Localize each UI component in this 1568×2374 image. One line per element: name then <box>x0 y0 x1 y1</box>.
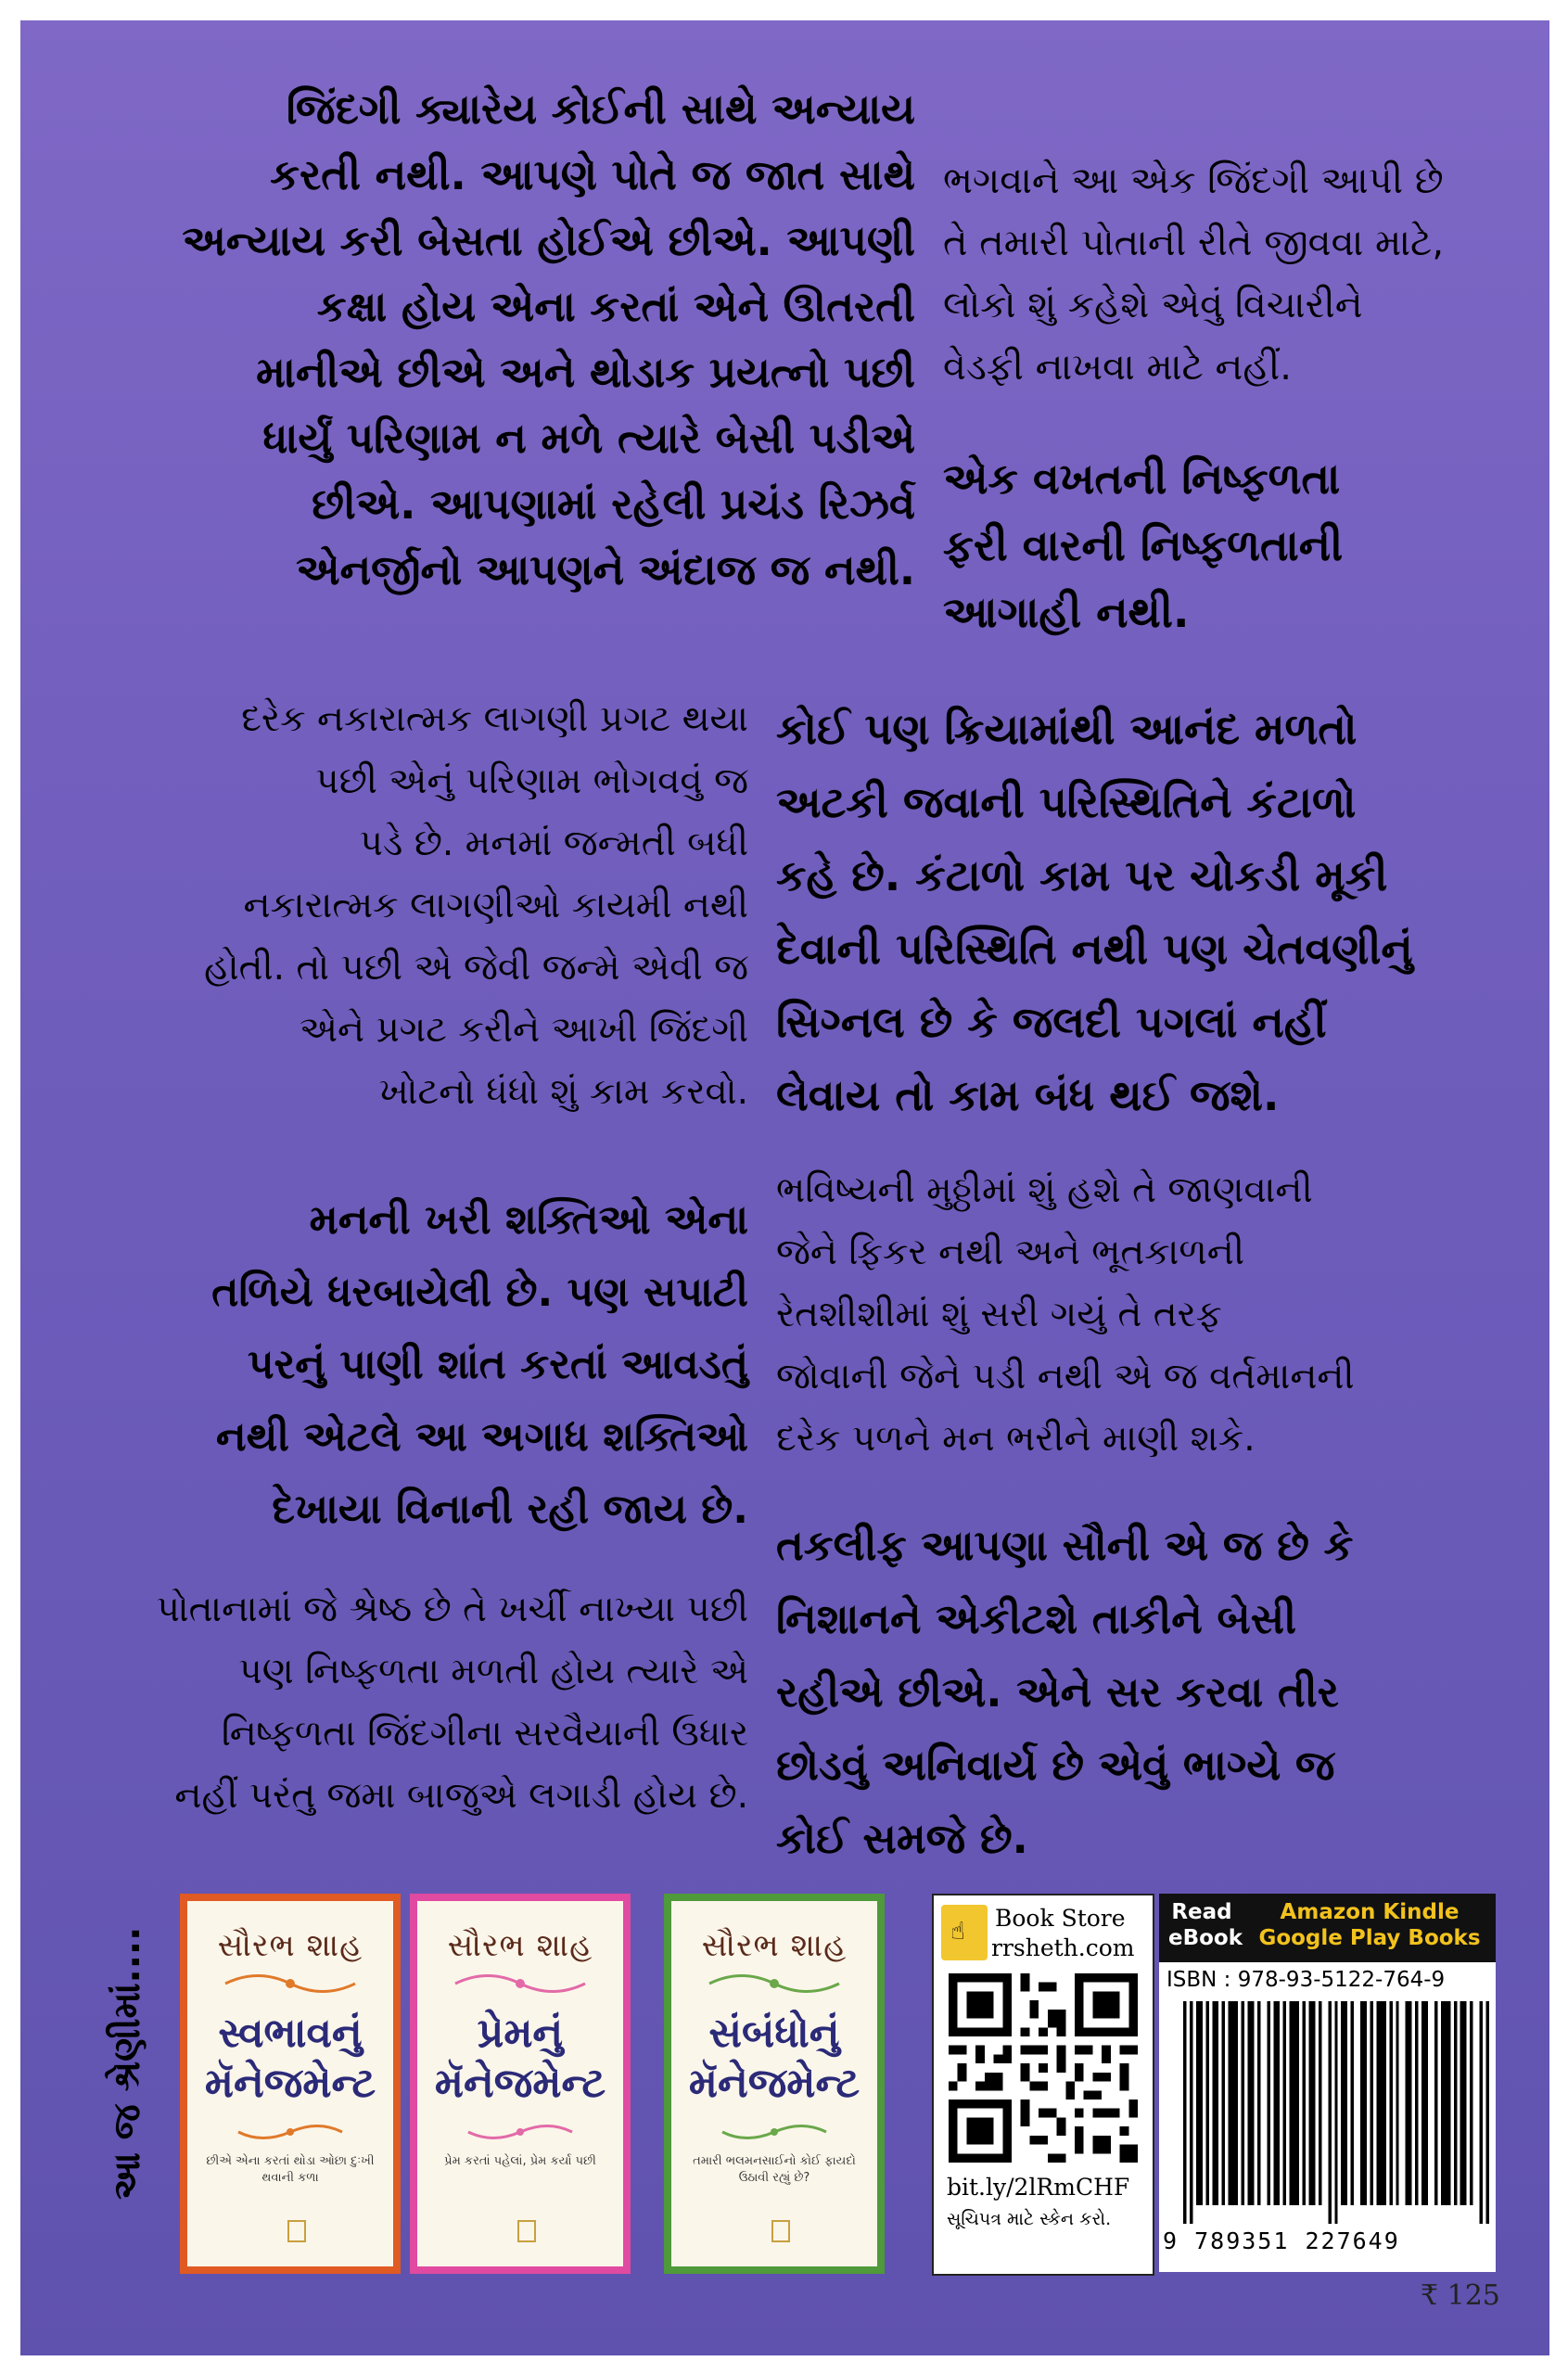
ornament-icon <box>465 2122 576 2142</box>
text-line: નથી એટલે આ અગાધ શક્તિઓ <box>215 1413 748 1461</box>
text-line: કોઈ પણ ક્રિયામાંથી આનંદ મળતો <box>776 704 1358 754</box>
text-line: નહીં પરંતુ જમા બાજુએ લગાડી હોય છે. <box>174 1775 748 1817</box>
text-line: જોવાની જેને પડી નથી એ જ વર્તમાનની <box>776 1356 1355 1398</box>
barcode-panel <box>1159 1962 1496 2272</box>
isbn-label: ISBN : 978-93-5122-764-9 <box>1166 1968 1446 1992</box>
qr-code-icon[interactable] <box>949 1973 1138 2163</box>
read-line-2: eBook <box>1168 1926 1243 1950</box>
ornament-icon <box>719 2122 830 2142</box>
text-line: જિંદગી ક્યારેય કોઈની સાથે અન્યાય <box>286 84 915 134</box>
text-line: દેવાની પરિસ્થિતિ નથી પણ ચેતવણીનું <box>776 924 1413 974</box>
text-line: વેડફી નાખવા માટે નહીં. <box>943 346 1292 389</box>
publisher-qr-panel <box>932 1894 1154 2276</box>
text-line: કક્ષા હોય એના કરતાં એને ઊતરતી <box>316 282 915 331</box>
text-line: કરતી નથી. આપણે પોતે જ જાત સાથે <box>270 150 915 199</box>
book-title-line-1: સ્વભાવનું <box>218 2010 363 2057</box>
store-url[interactable]: rrsheth.com <box>991 1934 1135 1961</box>
text-line: પણ નિષ્ફળતા મળતી હોય ત્યારે એ <box>238 1651 748 1692</box>
text-line: મનની ખરી શક્તિઓ એના <box>309 1196 748 1244</box>
text-line: તળિયે ધરબાયેલી છે. પણ સપાટી <box>211 1269 748 1316</box>
text-line: નિષ્ફળતા જિંદગીના સરવૈયાની ઉધાર <box>221 1713 748 1755</box>
book-title-line-1: સંબંધોનું <box>708 2010 840 2057</box>
book-title <box>187 2009 393 2109</box>
price-label: ₹ 125 <box>1421 2279 1500 2312</box>
book-cover-3 <box>664 1894 885 2274</box>
qr-note: સૂચિપત્ર માટે સ્કેન કરો. <box>947 2209 1112 2229</box>
book-title <box>671 2009 877 2109</box>
text-line: જેને ફિકર નથી અને ભૂતકાળની <box>776 1232 1244 1273</box>
text-line: નકારાત્મક લાગણીઓ કાયમી નથી <box>243 885 748 926</box>
store-name: Book Store <box>995 1905 1126 1932</box>
book-tagline: પ્રેમ કરતાં પહેલાં, પ્રેમ કર્યા પછી <box>444 2154 596 2168</box>
qr-url[interactable]: bit.ly/2lRmCHF <box>947 2174 1130 2201</box>
book-tagline: છીએ એના કરતાં થોડા ઓછા દુઃખી થવાની કળા <box>206 2154 375 2185</box>
ebook-banner <box>1159 1894 1496 1962</box>
book-tagline: તમારી ભલમનસાઈનો કોઈ ફાયદો ઉઠાવી રહ્યું છે? <box>693 2154 856 2185</box>
text-line: દરેક નકારાત્મક લાગણી પ્રગટ થયા <box>241 698 748 740</box>
text-line: લેવાય તો કામ બંધ થઈ જશે. <box>776 1070 1280 1120</box>
ornament-icon <box>451 1972 590 1996</box>
text-line: છીએ. આપણામાં રહેલી પ્રચંડ રિઝર્વ <box>312 479 915 529</box>
book-author: સૌરભ શાહ <box>217 1927 363 1964</box>
hand-logo-icon: ☝ <box>941 1905 988 1960</box>
ornament-icon <box>235 2122 346 2142</box>
text-block-7 <box>776 1159 1536 1470</box>
text-line: ખોટનો ધંધો શું કામ કરવો. <box>378 1071 748 1113</box>
text-line: નિશાનને એકીટશે તાકીને બેસી <box>776 1594 1296 1643</box>
text-line: છોડવું અનિવાર્ય છે એવું ભાગ્યે જ <box>776 1741 1335 1790</box>
book-title-line-2: મૅનેજમેન્ટ <box>204 2060 376 2107</box>
text-line: અન્યાય કરી બેસતા હોઈએ છીએ. આપણી <box>182 216 915 265</box>
text-line: પડે છે. મનમાં જન્મતી બધી <box>359 823 748 864</box>
text-line: પછી એનું પરિણામ ભોગવવું જ <box>315 760 748 802</box>
text-block-8 <box>85 1578 748 1827</box>
ornament-icon <box>705 1972 844 1996</box>
text-line: ભવિષ્યની મુઠ્ઠીમાં શું હશે તે જાણવાની <box>776 1169 1313 1211</box>
text-block-9 <box>776 1509 1536 1875</box>
book-title <box>417 2009 623 2109</box>
text-line: તે તમારી પોતાની રીતે જીવવા માટે, <box>943 222 1445 264</box>
text-line: આગાહી નથી. <box>943 587 1190 637</box>
ornament-icon <box>221 1972 360 1996</box>
text-line: પોતાનામાં જે શ્રેષ્ઠ છે તે ખર્ચી નાખ્યા પછી <box>156 1589 748 1630</box>
text-line: લોકો શું કહેશે એવું વિચારીને <box>943 284 1363 326</box>
text-block-6 <box>108 1184 748 1546</box>
text-line: રહીએ છીએ. એને સર કરવા તીર <box>776 1667 1339 1717</box>
read-ebook-label <box>1168 1899 1243 1951</box>
text-line: માનીએ છીએ અને થોડાક પ્રયત્નો પછી <box>256 348 915 397</box>
text-line: સિગ્નલ છે કે જલદી પગલાં નહીં <box>776 997 1327 1047</box>
text-block-4 <box>108 688 748 1123</box>
text-line: દેખાયા વિનાની રહી જાય છે. <box>272 1486 748 1533</box>
text-line: ફરી વારની નિષ્ફળતાની <box>943 520 1344 570</box>
text-block-3 <box>943 445 1536 645</box>
book-author: સૌરભ શાહ <box>447 1927 593 1964</box>
text-line: એને પ્રગટ કરીને આખી જિંદગી <box>299 1009 748 1051</box>
ebook-store-1: Amazon Kindle <box>1280 1900 1460 1924</box>
book-title-line-2: મૅનેજમેન્ટ <box>434 2060 606 2107</box>
text-line: અટકી જવાની પરિસ્થિતિને કંટાળો <box>776 777 1357 827</box>
text-block-5 <box>776 693 1536 1132</box>
text-line: ધાર્યું પરિણામ ન મળે ત્યારે બેસી પડીએ <box>262 414 915 463</box>
series-label: આ જ શ્રેણીમાં.... <box>106 1926 148 2200</box>
book-cover-1 <box>180 1894 401 2274</box>
publisher-mini-logo-icon <box>287 2220 306 2242</box>
book-cover-2 <box>410 1894 631 2274</box>
book-title-line-1: પ્રેમનું <box>477 2010 564 2057</box>
book-title-line-2: મૅનેજમેન્ટ <box>688 2060 860 2107</box>
text-line: પરનું પાણી શાંત કરતાં આવડતું <box>248 1341 748 1388</box>
text-line: ભગવાને આ એક જિંદગી આપી છે <box>943 160 1444 202</box>
barcode-icon <box>1183 2001 1489 2224</box>
text-block-1 <box>108 76 915 603</box>
text-line: કોઈ સમજે છે. <box>776 1814 1028 1863</box>
text-line: કહે છે. કંટાળો કામ પર ચોકડી મૂકી <box>776 850 1388 900</box>
text-line: દરેક પળને મન ભરીને માણી શકે. <box>776 1418 1256 1460</box>
ebook-store-2: Google Play Books <box>1258 1926 1481 1950</box>
text-line: તકલીફ આપણા સૌની એ જ છે કે <box>776 1521 1354 1570</box>
text-line: રેતશીશીમાં શું સરી ગયું તે તરફ <box>776 1294 1222 1335</box>
text-line: હોતી. તો પછી એ જેવી જન્મે એવી જ <box>204 947 748 989</box>
ebook-stores <box>1250 1899 1489 1951</box>
text-block-2 <box>943 150 1536 399</box>
text-line: એક વખતની નિષ્ફળતા <box>943 453 1341 504</box>
barcode-number: 9 789351 227649 <box>1163 2227 1400 2254</box>
read-line-1: Read <box>1171 1900 1232 1924</box>
publisher-mini-logo-icon <box>517 2220 536 2242</box>
back-cover <box>20 20 1549 2355</box>
publisher-mini-logo-icon <box>771 2220 790 2242</box>
text-line: એનર્જીનો આપણને અંદાજ જ નથી. <box>296 545 915 594</box>
book-author: સૌરભ શાહ <box>701 1927 848 1964</box>
